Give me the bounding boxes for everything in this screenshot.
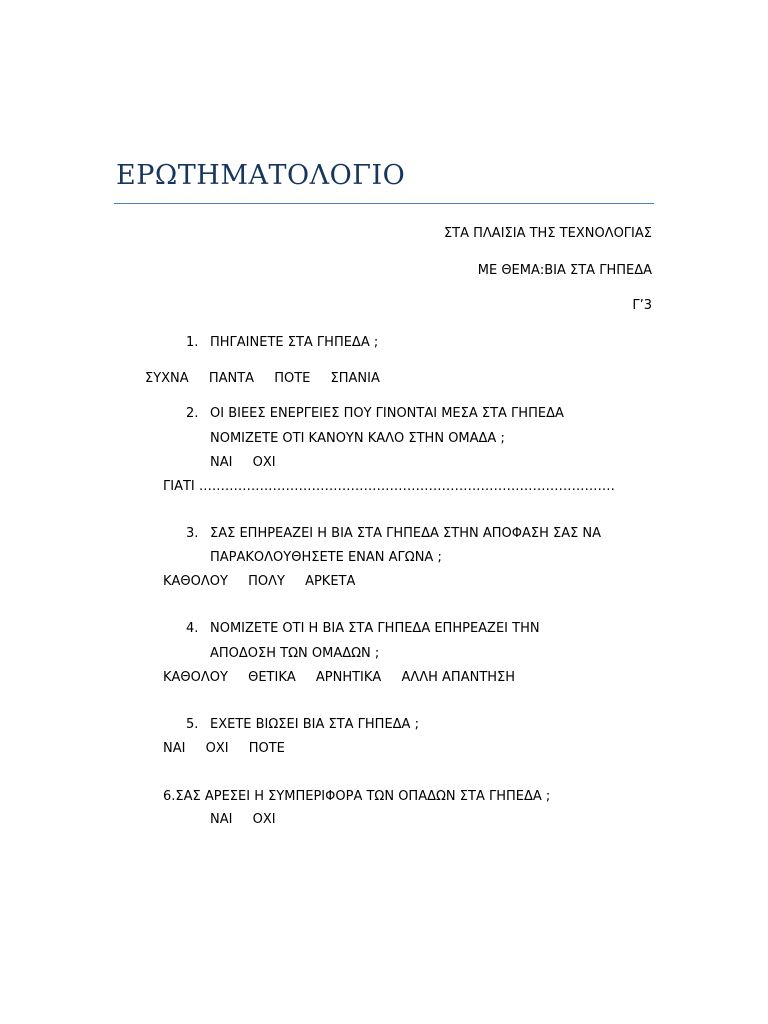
class-label: Γ’3: [632, 298, 652, 313]
question-2-why-line: ΓΙΑΤΙ ……………………………………………………………………………………: [163, 479, 615, 494]
question-2-number: 2.: [186, 406, 199, 421]
question-4-options: [163, 670, 531, 685]
question-4-text-1: ΝΟΜΙΖΕΤΕ ΟΤΙ Η ΒΙΑ ΣΤΑ ΓΗΠΕΔΑ ΕΠΗΡΕΑΖΕΙ ΤΗΝ: [210, 621, 540, 636]
q6-option: ΝΑΙ: [210, 812, 233, 827]
question-4-number: 4.: [186, 621, 199, 636]
q2-option: ΝΑΙ: [210, 455, 233, 470]
q6-option: ΟΧΙ: [252, 812, 276, 827]
question-5-options: [163, 741, 301, 756]
subtitle-line-2: ΜΕ ΘΕΜΑ:ΒΙΑ ΣΤΑ ΓΗΠΕΔΑ: [477, 263, 652, 278]
q2-option: ΟΧΙ: [252, 455, 276, 470]
question-5-text: ΕΧΕΤΕ ΒΙΩΣΕΙ ΒΙΑ ΣΤΑ ΓΗΠΕΔΑ ;: [210, 717, 419, 732]
q3-option: ΚΑΘΟΛΟΥ: [163, 574, 228, 589]
q3-option: ΑΡΚΕΤΑ: [305, 574, 356, 589]
question-6-options: [210, 812, 292, 827]
q5-option: ΝΑΙ: [163, 741, 186, 756]
q4-option: ΘΕΤΙΚΑ: [248, 670, 296, 685]
document-title: ΕΡΩΤΗΜΑΤΟΛΟΓΙΟ: [116, 160, 406, 191]
question-3-text-1: ΣΑΣ ΕΠΗΡΕΑΖΕΙ Η ΒΙΑ ΣΤΑ ΓΗΠΕΔΑ ΣΤΗΝ ΑΠΟΦΑΣΗ ΣΑΣ ΝΑ: [210, 526, 602, 541]
question-1-number: 1.: [186, 335, 199, 350]
question-3-number: 3.: [186, 526, 199, 541]
title-underline: [114, 203, 654, 204]
q1-option: ΠΑΝΤΑ: [208, 371, 255, 386]
question-2-text-1: ΟΙ ΒΙΕΕΣ ΕΝΕΡΓΕΙΕΣ ΠΟΥ ΓΙΝΟΝΤΑΙ ΜΕΣΑ ΣΤΑ ΓΗΠΕΔΑ: [210, 406, 564, 421]
q5-option: ΠΟΤΕ: [248, 741, 285, 756]
subtitle-line-1: ΣΤΑ ΠΛΑΙΣΙΑ ΤΗΣ ΤΕΧΝΟΛΟΓΙΑΣ: [443, 226, 652, 241]
q3-option: ΠΟΛΥ: [248, 574, 285, 589]
question-6-text: 6.ΣΑΣ ΑΡΕΣΕΙ Η ΣΥΜΠΕΡΙΦΟΡΑ ΤΩΝ ΟΠΑΔΩΝ ΣΤΑ ΓΗΠΕΔΑ ;: [163, 789, 551, 804]
q4-option: ΚΑΘΟΛΟΥ: [163, 670, 228, 685]
q1-option: ΣΥΧΝΑ: [145, 371, 189, 386]
question-4-text-2: ΑΠΟΔΟΣΗ ΤΩΝ ΟΜΑΔΩΝ ;: [210, 646, 380, 661]
question-2-text-2: ΝΟΜΙΖΕΤΕ ΟΤΙ ΚΑΝΟΥΝ ΚΑΛΟ ΣΤΗΝ ΟΜΑΔΑ ;: [210, 431, 505, 446]
q1-option: ΣΠΑΝΙΑ: [330, 371, 380, 386]
question-1-options: [145, 371, 396, 386]
q4-option: ΑΛΛΗ ΑΠΑΝΤΗΣΗ: [401, 670, 516, 685]
q1-option: ΠΟΤΕ: [274, 371, 311, 386]
question-3-options: [163, 574, 371, 589]
question-5-number: 5.: [186, 717, 199, 732]
question-1-text: ΠΗΓΑΙΝΕΤΕ ΣΤΑ ΓΗΠΕΔΑ ;: [210, 335, 379, 350]
question-2-options: [210, 455, 292, 470]
q4-option: ΑΡΝΗΤΙΚΑ: [315, 670, 382, 685]
q5-option: ΟΧΙ: [205, 741, 229, 756]
question-3-text-2: ΠΑΡΑΚΟΛΟΥΘΗΣΕΤΕ ΕΝΑΝ ΑΓΩΝΑ ;: [210, 550, 442, 565]
